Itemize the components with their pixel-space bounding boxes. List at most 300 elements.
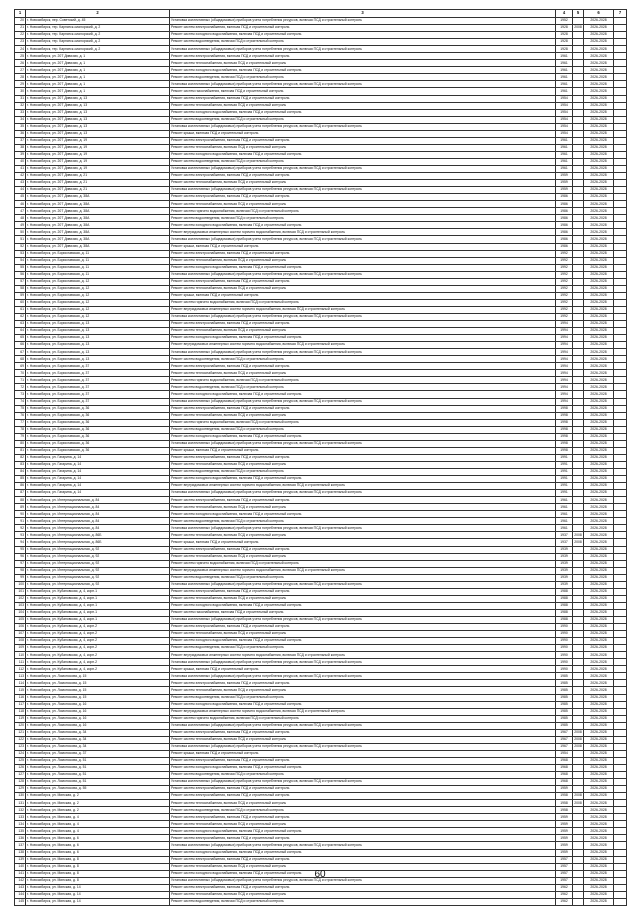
table-row (15, 849, 627, 856)
build-year-cell: 1928 (556, 32, 573, 39)
reconstruction-year-cell (573, 546, 584, 553)
reconstruction-year-cell (573, 764, 584, 771)
note-cell (614, 743, 627, 750)
build-year-cell: 1990 (556, 652, 573, 659)
table-row (15, 236, 627, 243)
period-cell: 2026-2028 (584, 370, 614, 377)
work-type-cell: Установка коллективных (общедомовых) приборов учета потребления ресурсов, включая ПСД и строительный контроль (170, 18, 556, 25)
address-cell: г. Новосибирск, ул. Бориславская, д. 37 (26, 370, 170, 377)
address-cell: г. Новосибирск, ул. Бориславская, д. 37 (26, 398, 170, 405)
row-number: 121 (15, 729, 26, 736)
work-type-cell: Ремонт систем теплоснабжения, включая ПСД и строительный контроль (170, 180, 556, 187)
work-type-cell: Ремонт внутридомовых инженерных систем горячего водоснабжения, включая ПСД и строительный контроль (170, 483, 556, 490)
work-type-cell: Ремонт внутридомовых инженерных систем горячего водоснабжения, включая ПСД и строительный контроль (170, 342, 556, 349)
period-cell: 2026-2028 (584, 349, 614, 356)
period-cell: 2026-2028 (584, 694, 614, 701)
reconstruction-year-cell (573, 419, 584, 426)
reconstruction-year-cell (573, 201, 584, 208)
table-row (15, 39, 627, 46)
build-year-cell: 1994 (556, 363, 573, 370)
note-cell (614, 377, 627, 384)
build-year-cell: 1954 (556, 102, 573, 109)
reconstruction-year-cell (573, 490, 584, 497)
row-number: 85 (15, 476, 26, 483)
build-year-cell: 1990 (556, 645, 573, 652)
work-type-cell: Ремонт систем водоотведения, включая ПСД и строительный контроль (170, 898, 556, 905)
address-cell: г. Новосибирск, ул. Интернациональная, д. 84 (26, 518, 170, 525)
reconstruction-year-cell (573, 779, 584, 786)
period-cell: 2026-2028 (584, 800, 614, 807)
build-year-cell: 1958 (556, 807, 573, 814)
note-cell (614, 624, 627, 631)
row-number: 143 (15, 884, 26, 891)
reconstruction-year-cell (573, 680, 584, 687)
period-cell: 2026-2028 (584, 849, 614, 856)
address-cell: г. Новосибирск, ул. Гагарина, д. 14 (26, 490, 170, 497)
period-cell: 2026-2028 (584, 898, 614, 905)
row-number: 42 (15, 173, 26, 180)
period-cell: 2026-2028 (584, 271, 614, 278)
address-cell: г. Новосибирск, ул. Интернациональная, д. 92 (26, 567, 170, 574)
work-type-cell: Ремонт внутридомовых инженерных систем горячего водоснабжения, включая ПСД и строительный контроль (170, 306, 556, 313)
address-cell: г. Новосибирск, ул. Ломоносова, д. 37 (26, 750, 170, 757)
note-cell (614, 208, 627, 215)
period-cell: 2026-2028 (584, 180, 614, 187)
build-year-cell: 1985 (556, 715, 573, 722)
build-year-cell: 1988 (556, 609, 573, 616)
note-cell (614, 60, 627, 67)
build-year-cell: 1992 (556, 278, 573, 285)
period-cell: 2026-2028 (584, 299, 614, 306)
table-row (15, 708, 627, 715)
build-year-cell: 1954 (556, 109, 573, 116)
reconstruction-year-cell (573, 469, 584, 476)
build-year-cell: 1994 (556, 398, 573, 405)
build-year-cell: 1959 (556, 173, 573, 180)
reconstruction-year-cell (573, 461, 584, 468)
row-number: 21 (15, 25, 26, 32)
row-number: 128 (15, 779, 26, 786)
row-number: 44 (15, 187, 26, 194)
table-row (15, 454, 627, 461)
address-cell: г. Новосибирск, ул. Ломоносова, д. 34 (26, 729, 170, 736)
note-cell (614, 750, 627, 757)
build-year-cell: 1958 (556, 800, 573, 807)
work-type-cell: Ремонт систем холодного водоснабжения, включая ПСД и строительный контроль (170, 67, 556, 74)
row-number: 62 (15, 313, 26, 320)
row-number: 31 (15, 95, 26, 102)
reconstruction-year-cell (573, 581, 584, 588)
reconstruction-year-cell (573, 722, 584, 729)
note-cell (614, 772, 627, 779)
work-type-cell: Установка коллективных (общедомовых) приборов учета потребления ресурсов, включая ПСД и строительный контроль (170, 349, 556, 356)
note-cell (614, 264, 627, 271)
work-type-cell: Установка коллективных (общедомовых) приборов учета потребления ресурсов, включая ПСД и строительный контроль (170, 616, 556, 623)
work-type-cell: Ремонт систем холодного водоснабжения, включая ПСД и строительный контроль (170, 335, 556, 342)
reconstruction-year-cell (573, 898, 584, 905)
note-cell (614, 426, 627, 433)
period-cell: 2026-2028 (584, 53, 614, 60)
reconstruction-year-cell (573, 243, 584, 250)
reconstruction-year-cell (573, 306, 584, 313)
work-type-cell: Установка коллективных (общедомовых) приборов учета потребления ресурсов, включая ПСД и строительный контроль (170, 490, 556, 497)
reconstruction-year-cell (573, 208, 584, 215)
work-type-cell: Ремонт систем электроснабжения, включая ПСД и строительный контроль (170, 250, 556, 257)
period-cell: 2026-2028 (584, 306, 614, 313)
table-row (15, 335, 627, 342)
table-row (15, 736, 627, 743)
row-number: 124 (15, 750, 26, 757)
reconstruction-year-cell (573, 53, 584, 60)
address-cell: г. Новосибирск, ул. Интернациональная, д. 92 (26, 581, 170, 588)
row-number: 95 (15, 546, 26, 553)
address-cell: г. Новосибирск, ул. Бориславская, д. 36 (26, 440, 170, 447)
build-year-cell: 1991 (556, 476, 573, 483)
build-year-cell: 1988 (556, 588, 573, 595)
reconstruction-year-cell (573, 631, 584, 638)
table-row (15, 786, 627, 793)
row-number: 134 (15, 821, 26, 828)
period-cell: 2026-2028 (584, 779, 614, 786)
table-row (15, 800, 627, 807)
build-year-cell: 1954 (556, 123, 573, 130)
table-row (15, 194, 627, 201)
build-year-cell: 1959 (556, 180, 573, 187)
build-year-cell: 1992 (556, 292, 573, 299)
note-cell (614, 278, 627, 285)
address-cell: г. Новосибирск, ул. 20Т Дивизии, д. 21 (26, 180, 170, 187)
period-cell: 2026-2028 (584, 828, 614, 835)
work-type-cell: Ремонт крыши, включая ПСД и строительный контроль (170, 292, 556, 299)
period-cell: 2026-2028 (584, 842, 614, 849)
address-cell: г. Новосибирск, ул. Кубановская, д. 4, корп.1 (26, 609, 170, 616)
address-cell: г. Новосибирск, ул. Ломоносова, д. 51 (26, 757, 170, 764)
period-cell: 2026-2028 (584, 243, 614, 250)
address-cell: г. Новосибирск, ул. Бориславская, д. 36 (26, 426, 170, 433)
row-number: 109 (15, 645, 26, 652)
row-number: 91 (15, 518, 26, 525)
work-type-cell: Ремонт систем теплоснабжения, включая ПСД и строительный контроль (170, 144, 556, 151)
note-cell (614, 609, 627, 616)
period-cell: 2026-2028 (584, 165, 614, 172)
note-cell (614, 708, 627, 715)
row-number: 97 (15, 560, 26, 567)
row-number: 125 (15, 757, 26, 764)
period-cell: 2026-2028 (584, 250, 614, 257)
table-row (15, 680, 627, 687)
reconstruction-year-cell (573, 102, 584, 109)
period-cell: 2026-2028 (584, 638, 614, 645)
table-row (15, 807, 627, 814)
work-type-cell: Ремонт систем водоотведения, включая ПСД и строительный контроль (170, 158, 556, 165)
reconstruction-year-cell (573, 88, 584, 95)
row-number: 133 (15, 814, 26, 821)
table-row (15, 370, 627, 377)
build-year-cell: 1986 (556, 243, 573, 250)
build-year-cell: 1998 (556, 405, 573, 412)
table-row (15, 180, 627, 187)
reconstruction-year-cell (573, 560, 584, 567)
period-cell: 2026-2028 (584, 419, 614, 426)
work-type-cell: Установка коллективных (общедомовых) приборов учета потребления ресурсов, включая ПСД и строительный контроль (170, 398, 556, 405)
table-row (15, 116, 627, 123)
period-cell: 2026-2028 (584, 546, 614, 553)
reconstruction-year-cell (573, 476, 584, 483)
table-row (15, 165, 627, 172)
address-cell: г. Новосибирск, ул. Ломоносова, д. 51 (26, 772, 170, 779)
table-row (15, 666, 627, 673)
build-year-cell: 1991 (556, 490, 573, 497)
note-cell (614, 793, 627, 800)
address-cell: г. Новосибирск, ул. Ломоносова, д. 15 (26, 687, 170, 694)
work-type-cell: Ремонт систем электроснабжения, включая ПСД и строительный контроль (170, 497, 556, 504)
period-cell: 2026-2028 (584, 750, 614, 757)
note-cell (614, 412, 627, 419)
reconstruction-year-cell (573, 821, 584, 828)
build-year-cell: 1994 (556, 370, 573, 377)
period-cell: 2026-2028 (584, 588, 614, 595)
address-cell: г. Новосибирск, ул. Ломоносова, д. 16 (26, 701, 170, 708)
row-number: 110 (15, 652, 26, 659)
address-cell: г. Новосибирск, ул. Гагарина, д. 14 (26, 469, 170, 476)
note-cell (614, 187, 627, 194)
reconstruction-year-cell: 2008 (573, 736, 584, 743)
address-cell: г. Новосибирск, ул. Бориславская, д. 36 (26, 412, 170, 419)
row-number: 114 (15, 680, 26, 687)
work-type-cell: Ремонт систем водоотведения, включая ПСД и строительный контроль (170, 74, 556, 81)
reconstruction-year-cell (573, 285, 584, 292)
note-cell (614, 215, 627, 222)
build-year-cell: 1994 (556, 377, 573, 384)
row-number: 84 (15, 469, 26, 476)
row-number: 68 (15, 356, 26, 363)
build-year-cell: 1928 (556, 46, 573, 53)
build-year-cell: 1961 (556, 151, 573, 158)
address-cell: г. Новосибирск, ул. Бориславская, д. 37 (26, 384, 170, 391)
address-cell: г. Новосибирск, ул. Ломоносова, д. 51 (26, 764, 170, 771)
build-year-cell: 1961 (556, 158, 573, 165)
note-cell (614, 88, 627, 95)
address-cell: г. Новосибирск, ул. 20Т Дивизии, д. 1 (26, 60, 170, 67)
work-type-cell: Ремонт систем электроснабжения, включая ПСД и строительный контроль (170, 588, 556, 595)
table-row (15, 123, 627, 130)
table-row (15, 201, 627, 208)
work-type-cell: Ремонт систем холодного водоснабжения, включая ПСД и строительный контроль (170, 638, 556, 645)
reconstruction-year-cell (573, 144, 584, 151)
table-row (15, 25, 627, 32)
address-cell: г. Новосибирск, ул. Минская, д. 2 (26, 793, 170, 800)
work-type-cell: Установка коллективных (общедомовых) приборов учета потребления ресурсов, включая ПСД и строительный контроль (170, 46, 556, 53)
address-cell: г. Новосибирск, ул. Минская, д. 6 (26, 842, 170, 849)
reconstruction-year-cell (573, 772, 584, 779)
row-number: 122 (15, 736, 26, 743)
row-number: 100 (15, 581, 26, 588)
period-cell: 2026-2028 (584, 497, 614, 504)
note-cell (614, 652, 627, 659)
address-cell: г. Новосибирск, ул. Кубановская, д. 4, корп.2 (26, 659, 170, 666)
build-year-cell: 1990 (556, 638, 573, 645)
build-year-cell: 1937 (556, 532, 573, 539)
note-cell (614, 257, 627, 264)
table-row (15, 405, 627, 412)
table-row (15, 95, 627, 102)
reconstruction-year-cell (573, 130, 584, 137)
table-row (15, 497, 627, 504)
address-cell: г. Новосибирск, ул. Кубановская, д. 4, корп.1 (26, 588, 170, 595)
address-cell: г. Новосибирск, ул. Гагарина, д. 14 (26, 454, 170, 461)
build-year-cell: 1988 (556, 616, 573, 623)
address-cell: г. Новосибирск, ул. Кубановская, д. 4, корп.2 (26, 624, 170, 631)
address-cell: г. Новосибирск, ул. Минская, д. 14 (26, 898, 170, 905)
address-cell: г. Новосибирск, ул. 20Т Дивизии, д. 19 (26, 151, 170, 158)
build-year-cell: 1957 (556, 870, 573, 877)
note-cell (614, 236, 627, 243)
address-cell: г. Новосибирск, ул. Интернациональная, д. 92 (26, 546, 170, 553)
reconstruction-year-cell (573, 349, 584, 356)
reconstruction-year-cell (573, 391, 584, 398)
reconstruction-year-cell (573, 18, 584, 25)
work-type-cell: Ремонт систем теплоснабжения, включая ПСД и строительный контроль (170, 863, 556, 870)
period-cell: 2026-2028 (584, 659, 614, 666)
row-number: 136 (15, 835, 26, 842)
note-cell (614, 123, 627, 130)
period-cell: 2026-2028 (584, 398, 614, 405)
work-type-cell: Ремонт систем электроснабжения, включая ПСД и строительный контроль (170, 137, 556, 144)
work-type-cell: Ремонт систем водоотведения, включая ПСД и строительный контроль (170, 116, 556, 123)
note-cell (614, 349, 627, 356)
build-year-cell: 1959 (556, 835, 573, 842)
build-year-cell: 1962 (556, 891, 573, 898)
period-cell: 2026-2028 (584, 595, 614, 602)
period-cell: 2026-2028 (584, 870, 614, 877)
period-cell: 2026-2028 (584, 335, 614, 342)
work-type-cell: Ремонт систем электроснабжения, включая ПСД и строительный контроль (170, 278, 556, 285)
reconstruction-year-cell (573, 67, 584, 74)
period-cell: 2026-2028 (584, 405, 614, 412)
work-type-cell: Ремонт систем водоотведения, включая ПСД и строительный контроль (170, 426, 556, 433)
note-cell (614, 891, 627, 898)
build-year-cell: 1961 (556, 81, 573, 88)
note-cell (614, 46, 627, 53)
table-row (15, 412, 627, 419)
period-cell: 2026-2028 (584, 440, 614, 447)
reconstruction-year-cell (573, 328, 584, 335)
period-cell: 2026-2028 (584, 511, 614, 518)
note-cell (614, 898, 627, 905)
row-number: 79 (15, 433, 26, 440)
row-number: 98 (15, 567, 26, 574)
reconstruction-year-cell (573, 814, 584, 821)
work-type-cell: Ремонт систем электроснабжения, включая ПСД и строительный контроль (170, 835, 556, 842)
row-number: 26 (15, 60, 26, 67)
period-cell: 2026-2028 (584, 278, 614, 285)
period-cell: 2026-2028 (584, 673, 614, 680)
address-cell: г. Новосибирск, ул. 20Т Дивизии, д. 13 (26, 95, 170, 102)
table-row (15, 560, 627, 567)
note-cell (614, 363, 627, 370)
address-cell: г. Новосибирск, ул. Бориславская, д. 12 (26, 306, 170, 313)
work-type-cell: Установка коллективных (общедомовых) приборов учета потребления ресурсов, включая ПСД и строительный контроль (170, 722, 556, 729)
address-cell: г. Новосибирск, ул. 20Т Дивизии, д. 21 (26, 173, 170, 180)
note-cell (614, 701, 627, 708)
note-cell (614, 511, 627, 518)
table-header-row (15, 10, 627, 18)
row-number: 23 (15, 39, 26, 46)
table-row (15, 772, 627, 779)
note-cell (614, 81, 627, 88)
build-year-cell: 1994 (556, 349, 573, 356)
table-row (15, 483, 627, 490)
work-type-cell: Ремонт систем водоотведения, включая ПСД и строительный контроль (170, 215, 556, 222)
note-cell (614, 518, 627, 525)
table-row (15, 729, 627, 736)
table-row (15, 539, 627, 546)
build-year-cell: 1994 (556, 335, 573, 342)
note-cell (614, 67, 627, 74)
build-year-cell: 1990 (556, 659, 573, 666)
build-year-cell: 1959 (556, 849, 573, 856)
row-number: 108 (15, 638, 26, 645)
period-cell: 2026-2028 (584, 88, 614, 95)
address-cell: г. Новосибирск, ул. Минская, д. 8 (26, 856, 170, 863)
work-type-cell: Установка коллективных (общедомовых) приборов учета потребления ресурсов, включая ПСД и строительный контроль (170, 673, 556, 680)
table-row (15, 567, 627, 574)
period-cell: 2026-2028 (584, 363, 614, 370)
reconstruction-year-cell (573, 81, 584, 88)
build-year-cell: 1961 (556, 74, 573, 81)
row-number: 123 (15, 743, 26, 750)
reconstruction-year-cell (573, 250, 584, 257)
build-year-cell: 1928 (556, 39, 573, 46)
period-cell: 2026-2028 (584, 412, 614, 419)
row-number: 141 (15, 870, 26, 877)
table-row (15, 750, 627, 757)
table-row (15, 891, 627, 898)
column-header: 5 (573, 10, 584, 18)
work-type-cell: Установка коллективных (общедомовых) приборов учета потребления ресурсов, включая ПСД и строительный контроль (170, 313, 556, 320)
period-cell: 2026-2028 (584, 729, 614, 736)
row-number: 22 (15, 32, 26, 39)
work-type-cell: Ремонт систем электроснабжения, включая ПСД и строительный контроль (170, 194, 556, 201)
period-cell: 2026-2028 (584, 321, 614, 328)
period-cell: 2026-2028 (584, 46, 614, 53)
work-type-cell: Ремонт систем электроснабжения, включая ПСД и строительный контроль (170, 363, 556, 370)
table-row (15, 652, 627, 659)
reconstruction-year-cell (573, 405, 584, 412)
table-row (15, 46, 627, 53)
table-row (15, 321, 627, 328)
work-type-cell: Ремонт систем теплоснабжения, включая ПСД и строительный контроль (170, 687, 556, 694)
note-cell (614, 229, 627, 236)
work-type-cell: Ремонт систем водоотведения, включая ПСД и строительный контроль (170, 772, 556, 779)
work-type-cell: Установка коллективных (общедомовых) приборов учета потребления ресурсов, включая ПСД и строительный контроль (170, 743, 556, 750)
work-schedule-table (14, 9, 627, 906)
reconstruction-year-cell (573, 356, 584, 363)
build-year-cell: 1985 (556, 680, 573, 687)
reconstruction-year-cell (573, 384, 584, 391)
address-cell: г. Новосибирск, ул. Ломоносова, д. 15 (26, 680, 170, 687)
period-cell: 2026-2028 (584, 236, 614, 243)
row-number: 33 (15, 109, 26, 116)
table-row (15, 898, 627, 905)
work-type-cell: Ремонт систем электроснабжения, включая ПСД и строительный контроль (170, 546, 556, 553)
reconstruction-year-cell (573, 313, 584, 320)
row-number: 144 (15, 891, 26, 898)
address-cell: г. Новосибирск, ул. Бориславская, д. 37 (26, 377, 170, 384)
reconstruction-year-cell (573, 504, 584, 511)
table-row (15, 102, 627, 109)
build-year-cell: 1992 (556, 257, 573, 264)
